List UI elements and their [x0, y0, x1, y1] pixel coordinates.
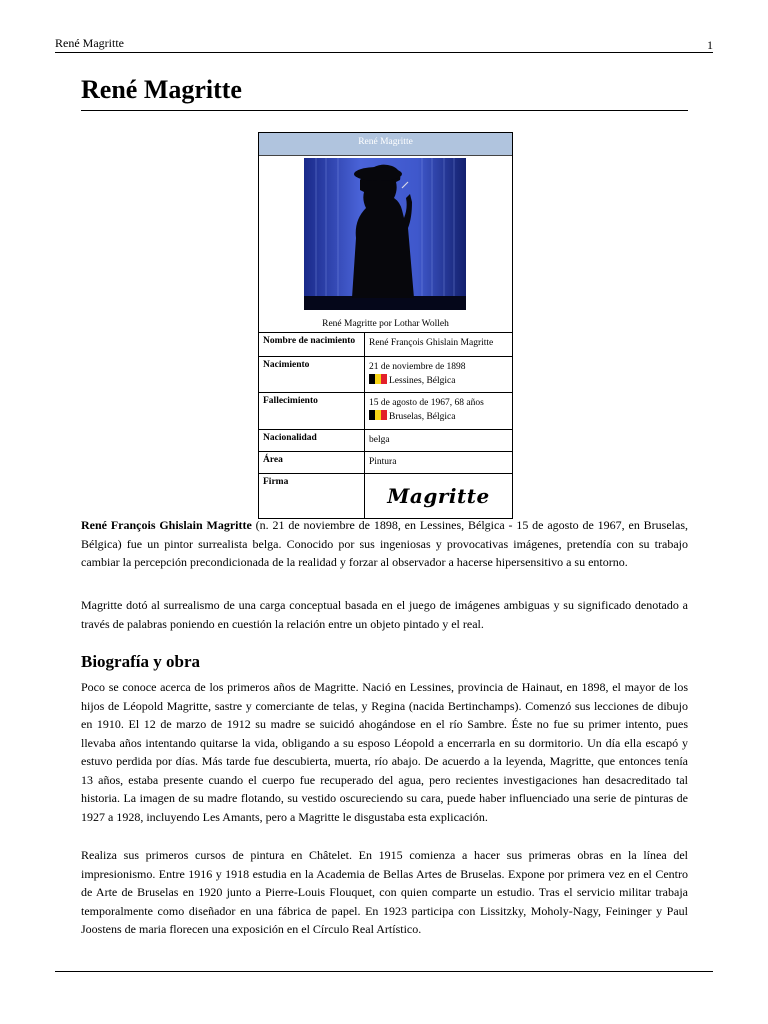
infobox-row-birth [259, 356, 512, 392]
section-heading: Biografía y obra [81, 652, 200, 671]
infobox-label: Área [259, 452, 365, 473]
running-header-title: René Magritte [55, 36, 124, 50]
biography-paragraph-1: Poco se conoce acerca de los primeros años de Magritte. Nació en Lessines, provincia de Hainaut, en 1898, el mayor de los hijos de Léopold Magritte, sastre y comerciante de telas, y Regina (nacida Bertinchamps). Comenzó sus lecciones de dibujo en 1910. El 12 de marzo de 1912 su madre se suicidó ahogándose en el río Sambre. Éste no fue su primer intento, pues llevaba años intentando quitarse la vida, obligando a su esposo Léopold a encerrarla en su dormitorio. Un día ella escapó y estuvo perdida por días. Más tarde fue descubierta, muerta, río abajo. De acuerdo a la leyenda, Magritte, que entonces tenía 13 años, estaba presente cuando el cuerpo fue recuperado del agua, pero recientes investigaciones han desacreditado tal historia. La imagen de su madre flotando, su vestido oscureciendo su cara, puede haber influenciado una serie de pinturas de 1927 a 1928, incluyendo Les Amants, pero a Magritte le disgustaba esta explicación. [81, 680, 688, 824]
page-number: 1 [707, 38, 713, 52]
infobox-heading: René Magritte [259, 133, 512, 156]
infobox-row-signature [259, 473, 512, 518]
running-header [55, 36, 713, 53]
biography-paragraph-2: Realiza sus primeros cursos de pintura en Châtelet. En 1915 comienza a hacer sus primeras obras en la línea del impresionismo. Entre 1916 y 1918 estudia en la Academia de Bellas Artes de Bruselas. Expone por primera vez en el Centro de Arte de Bruselas en 1920 junto a Pierre-Louis Flouquet, con quien comparte un estudio. Tras el servicio militar trabaja temporalmente como diseñador en una fábrica de papel. En 1923 participa con Lissitzky, Moholy-Nagy, Feininger y Paul Joostens de maria florecen una exposición en el Círculo Real Artístico. [81, 848, 688, 936]
infobox-row-death [259, 392, 512, 429]
infobox-row-area [259, 451, 512, 473]
belgium-flag-icon [369, 374, 387, 384]
intro-paragraph-1 [81, 516, 688, 572]
infobox-label: Nombre de nacimiento [259, 333, 365, 356]
intro-paragraph-2: Magritte dotó al surrealismo de una carga conceptual basada en el juego de imágenes ambiguas y su significado denotado a través de palabras poniendo en cuestión la relación entre un objeto pintado y el real. [81, 598, 688, 631]
birth-date: 21 de noviembre de 1898 [369, 362, 466, 372]
portrait-image [304, 158, 466, 310]
infobox-image-caption: René Magritte por Lothar Wolleh [322, 319, 449, 329]
death-place-link[interactable]: Bruselas, Bélgica [389, 412, 456, 422]
subject-full-name: René François Ghislain Magritte [81, 518, 252, 532]
page-title: René Magritte [81, 72, 688, 111]
infobox-label: Nacimiento [259, 357, 365, 392]
birth-place-link[interactable]: Lessines, Bélgica [389, 376, 456, 386]
infobox-value: Pintura [369, 457, 397, 467]
belgium-flag-icon [369, 410, 387, 420]
infobox-row-birth-name [259, 332, 512, 356]
infobox-label: Firma [259, 474, 365, 518]
infobox-row-nationality [259, 429, 512, 451]
infobox-image-area [259, 156, 512, 316]
signature-image: Magritte [387, 484, 490, 508]
infobox [258, 132, 513, 519]
infobox-label: Nacionalidad [259, 430, 365, 451]
infobox-value: belga [369, 435, 390, 445]
intro-paragraph-1-text: (n. 21 de noviembre de 1898, en Lessines, Bélgica - 15 de agosto de 1967, en Bruselas, Bélgica) fue un pintor surrealista belga. Conocido por sus ingeniosas y provocativas imágenes, pretendía con su trabajo cambiar la percepción precondicionada de la realidad y forzar al observador a hacerse hipersensitivo a su entorno. [81, 518, 688, 569]
death-date: 15 de agosto de 1967, 68 años [369, 398, 484, 408]
infobox-label: Fallecimiento [259, 393, 365, 429]
infobox-value: René François Ghislain Magritte [369, 338, 494, 348]
footer-rule [55, 971, 713, 972]
